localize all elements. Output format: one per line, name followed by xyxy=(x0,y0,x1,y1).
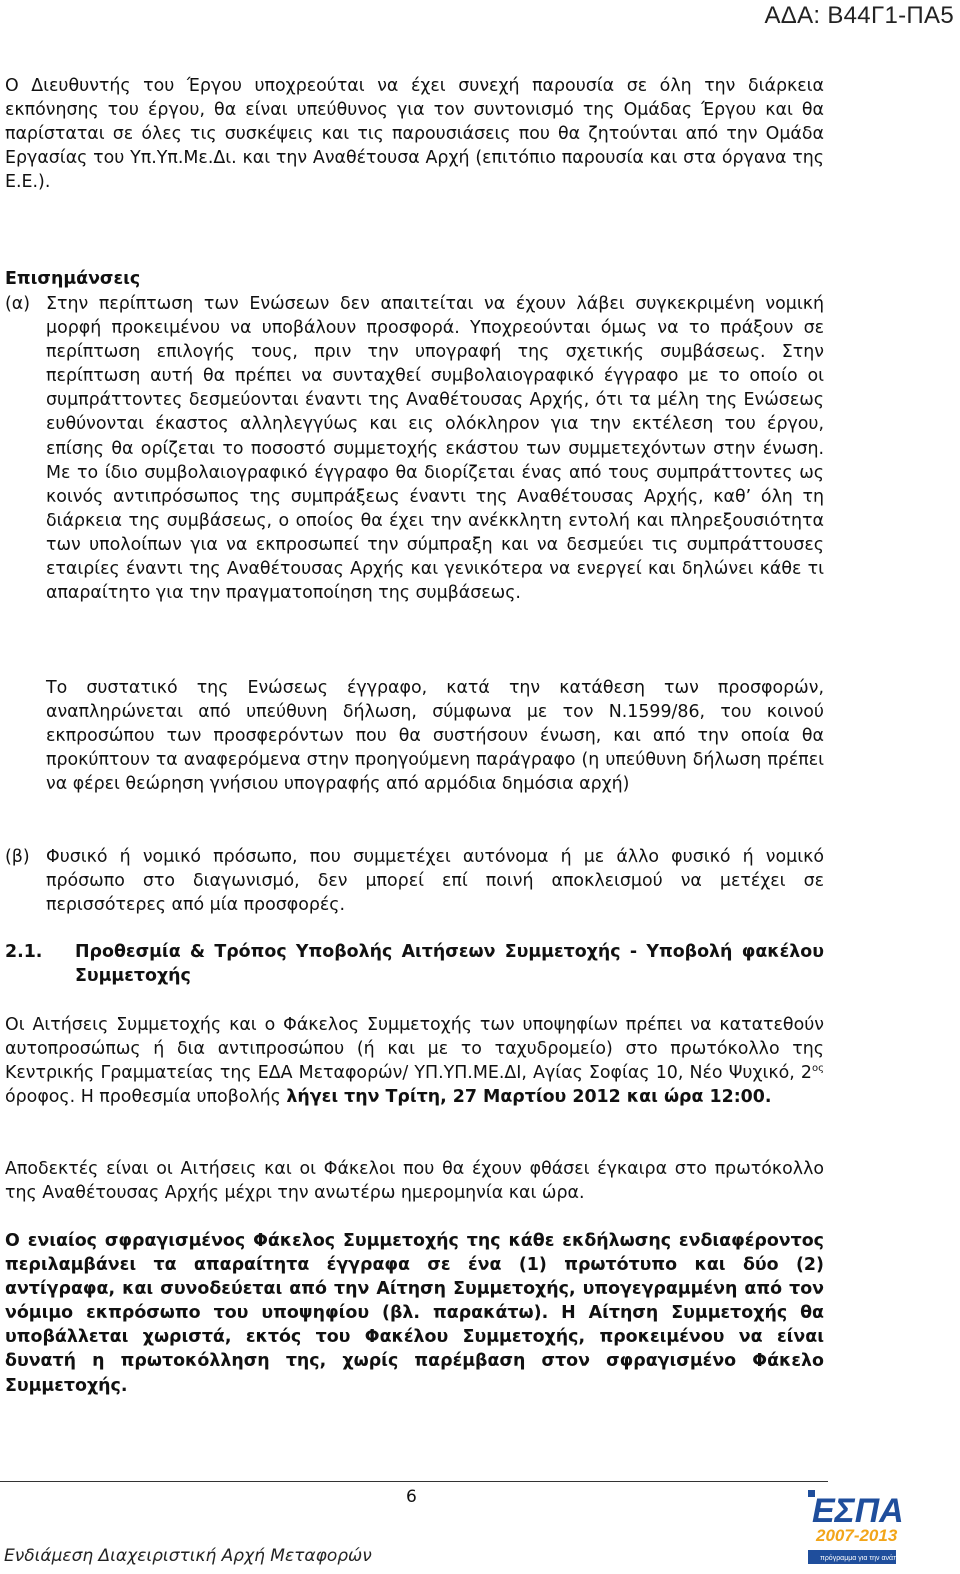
floor-superscript: ος xyxy=(812,1063,824,1075)
envelope-paragraph: Ο ενιαίος σφραγισμένος Φάκελος Συμμετοχής της κάθε εκδήλωσης ενδιαφέροντος περιλαμβάνει τα απαραίτητα έγγραφα σε ένα (1) πρωτότυπο και δύο (2) αντίγραφα, και συνοδεύεται από την Αίτηση Συμμετοχής, υπογεγραμμένη από τον νόμιμο εκπρόσωπο του υποψηφίου (βλ. παρακάτω). Η Αίτηση Συμμετοχής θα υποβάλλεται χωριστά, εκτός του Φακέλου Συμμετοχής, προκειμένου να είναι δυνατή η πρωτοκόλληση της, χωρίς παρέμβαση στον σφραγισμένο Φάκελο Συμμετοχής. xyxy=(5,1231,824,1396)
footer-organization: Ενδιάμεση Διαχειριστική Αρχή Μεταφορών xyxy=(4,1546,372,1566)
note-b xyxy=(5,845,824,917)
section-title: Προθεσμία & Τρόπος Υποβολής Αιτήσεων Συμμετοχής - Υποβολή φακέλου Συμμετοχής xyxy=(75,942,824,987)
deadline-text: λήγει την Τρίτη, 27 Μαρτίου 2012 και ώρα 12:00. xyxy=(286,1087,772,1108)
section-heading xyxy=(5,940,824,988)
intro-paragraph: Ο Διευθυντής του Έργου υποχρεούται να έχει συνεχή παρουσία σε όλη την διάρκεια εκπόνησης του έργου, θα είναι υπεύθυνος για τον συντονισμό της Ομάδας Έργου και θα παρίσταται σε όλες τις συσκέψεις και τις παρουσιάσεις που θα ζητούνται από την Ομάδα Εργασίας του Υπ.Υπ.Με.Δι. και την Αναθέτουσα Αρχή (επιτόπιο παρουσία και στα όργανα της Ε.Ε.). xyxy=(5,76,824,193)
note-b-text: Φυσικό ή νομικό πρόσωπο, που συμμετέχει αυτόνομα ή με άλλο φυσικό ή νομικό πρόσωπο στο διαγωνισμό, δεν μπορεί επί ποινή αποκλεισμού να μετέχει σε περισσότερες από μία προσφορές. xyxy=(46,847,824,916)
logo-years: 2007-2013 xyxy=(816,1526,898,1545)
note-a-paragraph-2: Το συστατικό της Ενώσεως έγγραφο, κατά την κατάθεση των προσφορών, αναπληρώνεται από υπεύθυνη δήλωση, σύμφωνα με τον Ν.1599/86, του κοινού εκπροσώπου των προσφερόντων που θα συστήσουν ένωση, και από την οποία θα προκύπτουν τα αναφερόμενα στην προηγούμενη παράγραφο (η υπεύθυνη δήλωση πρέπει να φέρει θεώρηση γνήσιου υπογραφής από αρμόδια δημόσια αρχή) xyxy=(46,678,824,795)
submission-text-2: όροφος. Η προθεσμία υποβολής xyxy=(5,1087,287,1108)
espa-logo xyxy=(808,1488,912,1568)
note-a-label: (α) xyxy=(5,294,31,314)
ada-code: ΑΔΑ: Β44Γ1-ΠΑ5 xyxy=(764,2,954,29)
section-number: 2.1. xyxy=(5,942,43,962)
footer-divider xyxy=(0,1481,828,1482)
note-a-text: Στην περίπτωση των Ενώσεων δεν απαιτείται να έχουν λάβει συγκεκριμένη νομική μορφή προκειμένου να υποβάλουν προσφορά. Υποχρεούνται όμως να το πράξουν σε περίπτωση επιλογής τους, πριν την υπογραφή της σχετικής συμβάσεως. Στην περίπτωση αυτή θα πρέπει να συνταχθεί συμβολαιογραφικό έγγραφο με το οποίο οι συμπράττοντες δεσμεύονται έναντι της Αναθέτουσας Αρχής, ότι τα μέλη της Ενώσεως ευθύνονται έκαστος αλληλεγγύως και εις ολόκληρον για την εκτέλεση του έργου, επίσης θα ορίζεται το ποσοστό συμμετοχής εκάστου των συμμετεχόντων στην ένωση. Με το ίδιο συμβολαιογραφικό έγγραφο θα διορίζεται ένας από τους συμπράττοντες ως κοινός αντιπρόσωπος της συμπράξεως έναντι της Αναθέτουσας Αρχής, καθ’ όλη τη διάρκεια της συμβάσεως, ο οποίος θα έχει την ανέκκλητη εντολή και πληρεξουσιότητα των υπολοίπων για να εκπροσωπεί την σύμπραξη και να δεσμεύει τις συμπράττουσες εταιρίες έναντι της Αναθέτουσας Αρχής και γενικότερα να ενεργεί και δηλώνει κάθε τι απαραίτητο για την πραγματοποίηση της συμβάσεως. xyxy=(46,294,824,604)
acceptance-paragraph: Αποδεκτές είναι οι Αιτήσεις και οι Φάκελοι που θα έχουν φθάσει έγκαιρα στο πρωτόκολλο της Αναθέτουσας Αρχής μέχρι την ανωτέρω ημερομηνία και ώρα. xyxy=(5,1159,824,1204)
note-b-label: (β) xyxy=(5,847,30,867)
page-number: 6 xyxy=(406,1487,417,1507)
submission-text: Οι Αιτήσεις Συμμετοχής και ο Φάκελος Συμμετοχής των υποψηφίων πρέπει να κατατεθούν αυτοπροσώπως ή δια αντιπροσώπου (ή και με το ταχυδρομείο) στο πρωτόκολλο της Κεντρικής Γραμματείας της ΕΔΑ Μεταφορών/ ΥΠ.ΥΠ.ΜΕ.ΔΙ, Αγίας Σοφίας 10, Νέο Ψυχικό, 2 xyxy=(5,1015,824,1084)
note-a xyxy=(5,292,824,605)
logo-title: ΕΣΠΑ xyxy=(812,1492,904,1530)
submission-paragraph xyxy=(5,1013,824,1109)
notes-heading: Επισημάνσεις xyxy=(5,269,141,289)
logo-tagline: πρόγραμμα για την ανάπτυξη xyxy=(820,1555,912,1562)
